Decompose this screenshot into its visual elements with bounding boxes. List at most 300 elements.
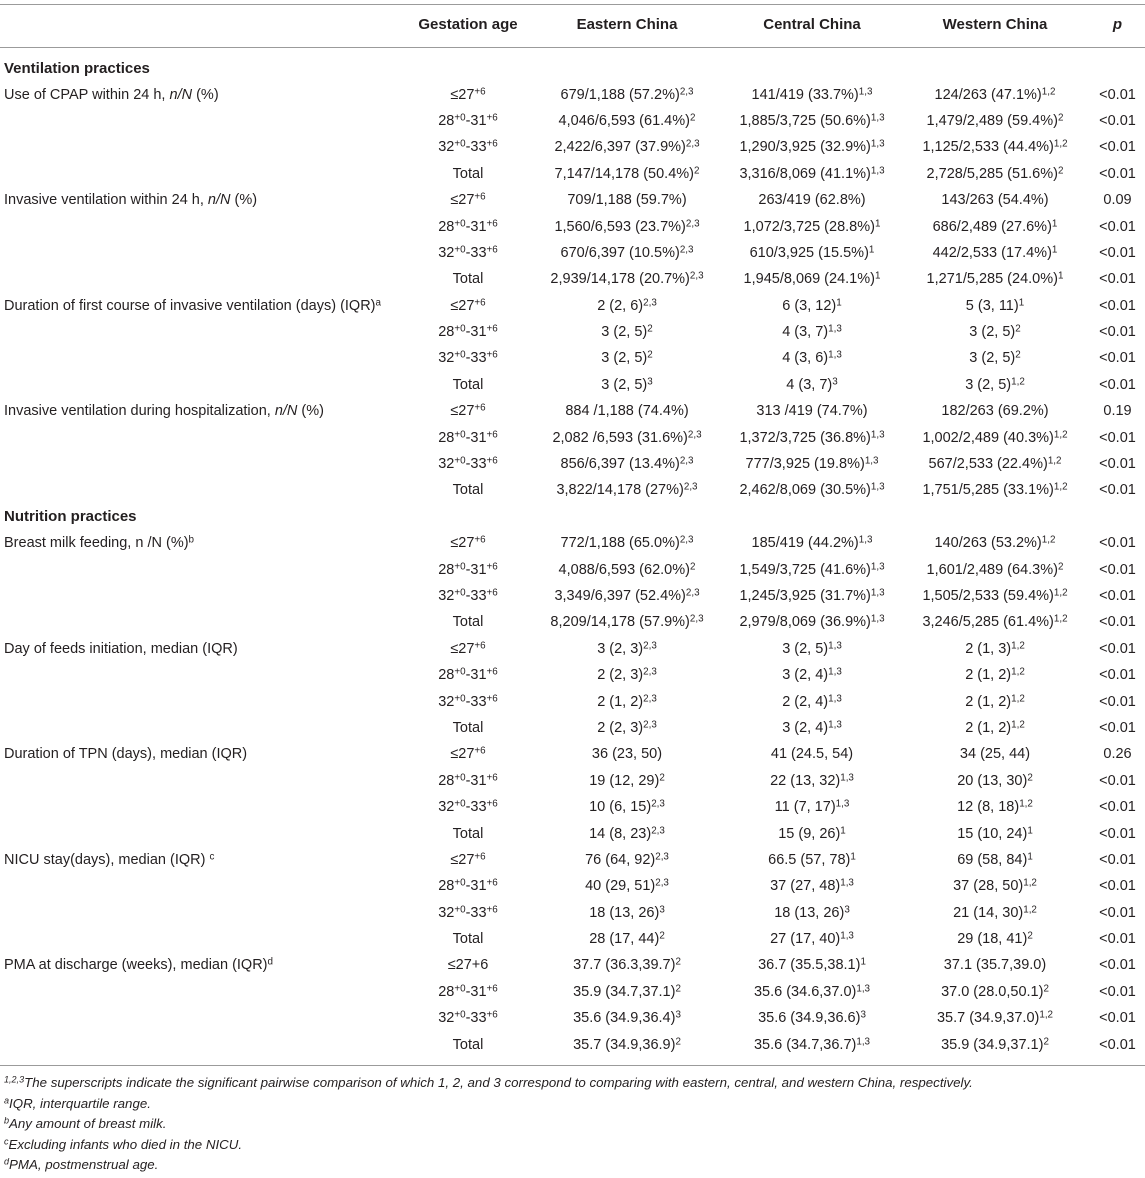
- eastern-china-cell: [536, 456, 718, 472]
- table-row: [0, 688, 1145, 714]
- table-row: [0, 662, 1145, 688]
- table-row: [0, 768, 1145, 794]
- gestation-days-superscript: +6: [486, 772, 498, 784]
- significance-superscript: 1: [1027, 824, 1033, 836]
- central-china-cell: [718, 667, 906, 683]
- central-china-cell: [718, 931, 906, 947]
- significance-superscript: 1: [1018, 296, 1025, 308]
- eastern-china-cell: [536, 430, 718, 446]
- p-value-cell: <0.01: [1099, 1010, 1136, 1027]
- eastern-china-cell: [536, 324, 718, 340]
- significance-superscript: 1: [840, 824, 846, 836]
- central-china-cell: [718, 878, 906, 894]
- significance-superscript: 2,3: [643, 296, 657, 308]
- eastern-china-value: 856/6,397 (13.4%): [560, 456, 680, 473]
- central-china-value: 1,885/3,725 (50.6%): [739, 112, 871, 129]
- measure-label: [0, 535, 400, 551]
- significance-superscript: 1,2: [1011, 719, 1025, 731]
- measure-label-text: (%): [230, 192, 258, 209]
- eastern-china-cell: [536, 799, 718, 815]
- eastern-china-value: 2 (2, 3): [597, 719, 644, 736]
- central-china-cell: [718, 245, 906, 261]
- central-china-value: 35.6 (34.6,37.0): [753, 983, 857, 1000]
- western-china-value: 1,479/2,489 (59.4%): [926, 112, 1058, 129]
- gestation-weeks-text: 32: [438, 456, 455, 473]
- significance-superscript: 1,2: [1053, 587, 1068, 599]
- western-china-value: 1,125/2,533 (44.4%): [922, 139, 1054, 156]
- significance-superscript: 2: [1015, 349, 1021, 361]
- western-china-value: 20 (13, 30): [957, 772, 1028, 789]
- p-value-cell: <0.01: [1099, 561, 1136, 578]
- measure-label-text: Duration of first course of invasive ventilation (days) (IQR): [4, 297, 376, 314]
- measure-label: [0, 192, 400, 208]
- central-china-cell: [718, 324, 906, 340]
- significance-superscript: 2: [693, 165, 700, 177]
- central-china-cell: [718, 1037, 906, 1053]
- central-china-cell: [718, 694, 906, 710]
- central-china-cell: [718, 984, 906, 1000]
- significance-superscript: 2,3: [651, 824, 665, 836]
- eastern-china-value: 3,822/14,178 (27%): [556, 482, 684, 499]
- eastern-china-value: 4,046/6,593 (61.4%): [558, 112, 690, 129]
- significance-superscript: 1,3: [858, 85, 873, 97]
- central-china-cell: [718, 641, 906, 657]
- eastern-china-cell: [536, 562, 718, 578]
- header-eastern-china: Eastern China: [576, 15, 678, 33]
- table-row: [0, 820, 1145, 846]
- significance-superscript: 1,3: [856, 983, 871, 995]
- footnote: [4, 1073, 1142, 1094]
- gestation-days-superscript: +0: [454, 877, 466, 889]
- gestation-weeks-text: ≤27: [450, 746, 475, 763]
- significance-superscript: 3: [659, 903, 665, 915]
- significance-superscript: 2: [1015, 323, 1021, 335]
- p-value-cell: <0.01: [1099, 86, 1136, 103]
- eastern-china-cell: [536, 192, 718, 208]
- significance-superscript: 2,3: [643, 692, 657, 704]
- gestation-weeks-text: -33: [465, 244, 487, 261]
- measure-label-text: Invasive ventilation during hospitalization,: [4, 403, 275, 420]
- eastern-china-value: 14 (8, 23): [589, 825, 652, 842]
- significance-superscript: 2,3: [679, 244, 694, 256]
- gestation-age-cell: [400, 482, 536, 498]
- p-value-cell: <0.01: [1099, 851, 1136, 868]
- western-china-cell: [906, 87, 1084, 103]
- central-china-cell: [718, 166, 906, 182]
- central-china-cell: [718, 219, 906, 235]
- p-value-cell: <0.01: [1099, 719, 1136, 736]
- western-china-cell: [906, 931, 1084, 947]
- eastern-china-value: 36 (23, 50): [591, 746, 663, 763]
- gestation-weeks-text: ≤27: [450, 535, 475, 552]
- gestation-age-cell: [400, 139, 536, 155]
- eastern-china-cell: [536, 482, 718, 498]
- table-row: [0, 293, 1145, 319]
- p-value-cell: <0.01: [1099, 112, 1136, 129]
- gestation-days-superscript: +0: [454, 903, 466, 915]
- central-china-cell: [718, 403, 906, 419]
- eastern-china-value: 10 (6, 15): [589, 799, 652, 816]
- central-china-value: 1,245/3,925 (31.7%): [739, 588, 871, 604]
- eastern-china-value: 670/6,397 (10.5%): [560, 244, 680, 261]
- gestation-days-superscript: +0: [454, 1009, 466, 1021]
- significance-superscript: 1: [868, 244, 875, 256]
- gestation-age-cell: [400, 667, 536, 683]
- table-row: [0, 319, 1145, 345]
- significance-superscript: 1,3: [840, 877, 854, 889]
- significance-superscript: 2,3: [687, 428, 702, 440]
- significance-superscript: 1,3: [858, 534, 873, 546]
- significance-superscript: 1: [1051, 217, 1058, 229]
- central-china-value: 2,462/8,069 (30.5%): [739, 482, 871, 499]
- table-row: [0, 741, 1145, 767]
- central-china-cell: [718, 614, 906, 630]
- significance-superscript: 2: [659, 930, 665, 942]
- gestation-weeks-text: -31: [465, 218, 487, 235]
- western-china-value: 5 (3, 11): [965, 297, 1019, 314]
- significance-superscript: 2: [1057, 112, 1064, 124]
- significance-superscript: 1: [1027, 851, 1033, 863]
- central-china-value: 22 (13, 32): [770, 772, 841, 789]
- western-china-value: 15 (10, 24): [957, 825, 1028, 842]
- eastern-china-cell: [536, 614, 718, 630]
- significance-superscript: 2: [675, 1035, 681, 1047]
- significance-superscript: 2,3: [643, 666, 657, 678]
- footnote-marker: d: [267, 956, 273, 968]
- gestation-age-cell: [400, 403, 536, 419]
- gestation-weeks-text: 32: [438, 139, 455, 156]
- western-china-cell: [906, 641, 1084, 657]
- eastern-china-cell: [536, 245, 718, 261]
- western-china-value: 567/2,533 (22.4%): [928, 456, 1048, 473]
- significance-superscript: 3: [844, 903, 850, 915]
- central-china-value: 4 (3, 7): [782, 324, 829, 341]
- gestation-days-superscript: +0: [454, 587, 466, 599]
- significance-superscript: 1,3: [870, 587, 885, 599]
- table-row: [0, 979, 1145, 1005]
- significance-superscript: 1,3: [828, 323, 842, 335]
- p-value-cell: <0.01: [1099, 482, 1136, 499]
- significance-superscript: 3: [860, 1009, 866, 1021]
- table-body: [0, 48, 1145, 1066]
- significance-superscript: 1: [860, 956, 866, 968]
- significance-superscript: 1,3: [828, 349, 842, 361]
- p-value-cell: <0.01: [1099, 218, 1136, 235]
- table-row: [0, 213, 1145, 239]
- eastern-china-cell: [536, 957, 718, 973]
- central-china-cell: [718, 535, 906, 551]
- central-china-cell: [718, 139, 906, 155]
- significance-superscript: 1,2: [1011, 666, 1025, 678]
- gestation-weeks-text: -33: [465, 1010, 487, 1027]
- significance-superscript: 2: [659, 772, 665, 784]
- significance-superscript: 2,3: [685, 138, 700, 150]
- table-row: [0, 134, 1145, 160]
- gestation-days-superscript: +6: [486, 112, 498, 124]
- p-value-cell: 0.26: [1103, 746, 1132, 763]
- gestation-days-superscript: +6: [474, 402, 486, 414]
- gestation-age-cell: [400, 192, 536, 208]
- central-china-value: 2 (2, 4): [782, 693, 829, 710]
- gestation-weeks-text: ≤27: [450, 86, 475, 103]
- measure-label-text: (%): [297, 403, 324, 420]
- central-china-cell: [718, 799, 906, 815]
- western-china-cell: [906, 482, 1084, 498]
- central-china-cell: [718, 456, 906, 472]
- gestation-days-superscript: +0: [454, 349, 466, 361]
- significance-superscript: 1,3: [828, 719, 842, 731]
- western-china-cell: [906, 219, 1084, 235]
- measure-label: [0, 957, 400, 973]
- significance-superscript: 2: [689, 112, 696, 124]
- eastern-china-cell: [536, 377, 718, 393]
- p-value-cell: <0.01: [1099, 139, 1136, 156]
- table-row: [0, 266, 1145, 292]
- western-china-cell: [906, 667, 1084, 683]
- eastern-china-value: 7,147/14,178 (50.4%): [554, 165, 694, 182]
- western-china-value: 686/2,489 (27.6%): [932, 218, 1052, 235]
- table-row: [0, 583, 1145, 609]
- western-china-value: 37.1 (35.7,39.0): [943, 957, 1047, 974]
- central-china-cell: [718, 192, 906, 208]
- footnote-marker: c: [209, 851, 215, 863]
- eastern-china-cell: [536, 535, 718, 551]
- gestation-days-superscript: +6: [486, 587, 498, 599]
- gestation-days-superscript: +6: [486, 349, 498, 361]
- western-china-value: 2 (1, 3): [965, 640, 1012, 657]
- measure-label: [0, 746, 400, 762]
- central-china-value: 35.6 (34.7,36.7): [753, 1036, 857, 1053]
- central-china-value: 1,945/8,069 (24.1%): [743, 271, 875, 288]
- measure-label-text: Breast milk feeding, n /N (%): [4, 535, 189, 552]
- gestation-weeks-text: -31: [465, 772, 487, 789]
- gestation-weeks-text: 28: [438, 324, 455, 341]
- gestation-age-cell: [400, 746, 536, 762]
- table-row: [0, 187, 1145, 213]
- measure-label-text: (%): [192, 86, 219, 103]
- western-china-value: 3,246/5,285 (61.4%): [922, 614, 1054, 631]
- gestation-weeks-text: 28: [438, 429, 455, 446]
- western-china-cell: [906, 773, 1084, 789]
- measure-label-italic: n/N: [169, 86, 193, 103]
- header-p-value: [1084, 16, 1145, 33]
- eastern-china-cell: [536, 350, 718, 366]
- p-value-cell: <0.01: [1099, 640, 1136, 657]
- gestation-weeks-text: 28: [438, 218, 455, 235]
- significance-superscript: 1: [874, 270, 881, 282]
- gestation-weeks-text: Total: [452, 931, 484, 948]
- central-china-cell: [718, 746, 906, 762]
- gestation-age-cell: [400, 905, 536, 921]
- significance-superscript: 1,3: [870, 481, 885, 493]
- significance-superscript: 1,3: [870, 138, 885, 150]
- central-china-cell: [718, 350, 906, 366]
- gestation-age-cell: [400, 166, 536, 182]
- eastern-china-value: 2,422/6,397 (37.9%): [554, 139, 686, 156]
- significance-superscript: 2: [675, 983, 681, 995]
- table-row: [0, 108, 1145, 134]
- significance-superscript: 1,2: [1019, 798, 1033, 810]
- significance-superscript: 2,3: [685, 587, 700, 599]
- eastern-china-cell: [536, 1010, 718, 1026]
- gestation-weeks-text: -33: [465, 904, 487, 921]
- central-china-cell: [718, 773, 906, 789]
- western-china-cell: [906, 350, 1084, 366]
- gestation-age-cell: [400, 219, 536, 235]
- gestation-weeks-text: Total: [452, 165, 484, 182]
- p-value-cell: <0.01: [1099, 825, 1136, 842]
- gestation-weeks-text: -31: [465, 112, 487, 129]
- table-row: [0, 398, 1145, 424]
- footnote-marker: b: [188, 534, 195, 546]
- significance-superscript: 2,3: [689, 270, 704, 282]
- central-china-cell: [718, 298, 906, 314]
- table-row: [0, 847, 1145, 873]
- eastern-china-value: 3 (2, 5): [601, 324, 648, 341]
- western-china-cell: [906, 957, 1084, 973]
- significance-superscript: 2: [1043, 983, 1049, 995]
- p-value-cell: <0.01: [1099, 588, 1136, 604]
- significance-superscript: 2,3: [685, 217, 700, 229]
- p-value-cell: <0.01: [1099, 1036, 1136, 1053]
- measure-label-text: NICU stay(days), median (IQR): [4, 851, 210, 868]
- table-row: [0, 794, 1145, 820]
- central-china-cell: [718, 271, 906, 287]
- gestation-days-superscript: +0: [454, 455, 466, 467]
- western-china-value: 1,751/5,285 (33.1%): [922, 482, 1054, 499]
- eastern-china-cell: [536, 641, 718, 657]
- eastern-china-cell: [536, 139, 718, 155]
- gestation-days-superscript: +6: [474, 851, 486, 863]
- table-footnotes: [4, 1073, 1142, 1176]
- significance-superscript: 2: [647, 323, 653, 335]
- significance-superscript: 2: [1027, 930, 1033, 942]
- p-value-cell: 0.19: [1103, 403, 1132, 420]
- western-china-value: 2,728/5,285 (51.6%): [926, 165, 1058, 182]
- western-china-cell: [906, 192, 1084, 208]
- central-china-value: 66.5 (57, 78): [768, 851, 851, 868]
- central-china-value: 1,072/3,725 (28.8%): [743, 218, 875, 235]
- central-china-value: 777/3,925 (19.8%): [745, 456, 865, 473]
- gestation-age-cell: [400, 931, 536, 947]
- gestation-weeks-text: -31: [465, 561, 487, 578]
- significance-superscript: 2,3: [679, 455, 694, 467]
- eastern-china-value: 35.9 (34.7,37.1): [573, 983, 676, 1000]
- gestation-weeks-text: Total: [452, 825, 484, 842]
- significance-superscript: 2,3: [643, 640, 657, 652]
- significance-superscript: 1: [1057, 270, 1064, 282]
- table-row: [0, 530, 1145, 556]
- western-china-value: 69 (58, 84): [957, 851, 1028, 868]
- gestation-days-superscript: +0: [454, 428, 466, 440]
- significance-superscript: 1,2: [1011, 376, 1025, 388]
- significance-superscript: 2,3: [679, 534, 694, 546]
- significance-superscript: 2,3: [679, 85, 694, 97]
- significance-superscript: 1,3: [870, 112, 885, 124]
- central-china-value: 185/419 (44.2%): [751, 535, 859, 552]
- gestation-age-cell: [400, 957, 536, 973]
- western-china-value: 2 (1, 2): [965, 693, 1012, 710]
- western-china-value: 1,002/2,489 (40.3%): [922, 429, 1054, 446]
- p-value-cell: <0.01: [1099, 983, 1136, 1000]
- section-title: Nutrition practices: [4, 508, 137, 526]
- central-china-value: 35.6 (34.9,36.6): [758, 1010, 861, 1027]
- gestation-days-superscript: +6: [486, 1009, 498, 1021]
- western-china-cell: [906, 694, 1084, 710]
- central-china-value: 41 (24.5, 54): [770, 746, 854, 763]
- table-row: [0, 952, 1145, 978]
- significance-superscript: 2: [647, 349, 653, 361]
- footnote-marker: d: [4, 1156, 10, 1167]
- eastern-china-value: 709/1,188 (59.7%): [567, 192, 687, 209]
- eastern-china-cell: [536, 113, 718, 129]
- gestation-age-cell: [400, 641, 536, 657]
- central-china-value: 1,290/3,925 (32.9%): [739, 139, 871, 156]
- gestation-age-cell: [400, 773, 536, 789]
- central-china-value: 1,549/3,725 (41.6%): [739, 561, 871, 578]
- gestation-weeks-text: Total: [452, 719, 484, 736]
- significance-superscript: 3: [675, 1009, 681, 1021]
- eastern-china-value: 3 (2, 5): [601, 350, 648, 367]
- eastern-china-cell: [536, 720, 718, 736]
- eastern-china-value: 2,082 /6,593 (31.6%): [552, 429, 688, 446]
- measure-label-text: Invasive ventilation within 24 h,: [4, 192, 208, 209]
- eastern-china-value: 2 (2, 6): [597, 297, 644, 314]
- gestation-days-superscript: +0: [454, 244, 466, 256]
- gestation-days-superscript: +6: [486, 138, 498, 150]
- eastern-china-value: 3 (2, 5): [601, 376, 648, 393]
- gestation-age-cell: [400, 694, 536, 710]
- measure-label-text: Use of CPAP within 24 h,: [4, 86, 170, 103]
- western-china-value: 3 (2, 5): [969, 350, 1016, 367]
- footnote: [4, 1094, 1142, 1115]
- gestation-weeks-text: 28: [438, 878, 455, 895]
- eastern-china-cell: [536, 746, 718, 762]
- eastern-china-value: 18 (13, 26): [589, 904, 660, 921]
- header-western-china: Western China: [942, 15, 1048, 33]
- gestation-age-cell: [400, 878, 536, 894]
- p-value-cell: <0.01: [1099, 667, 1136, 684]
- gestation-weeks-text: Total: [452, 482, 484, 499]
- eastern-china-value: 8,209/14,178 (57.9%): [550, 614, 690, 631]
- central-china-value: 263/419 (62.8%): [758, 192, 866, 209]
- western-china-value: 3 (2, 5): [969, 324, 1016, 341]
- western-china-value: 21 (14, 30): [953, 904, 1024, 921]
- table-row: [0, 240, 1145, 266]
- western-china-value: 1,271/5,285 (24.0%): [926, 271, 1058, 288]
- significance-superscript: 2: [675, 956, 681, 968]
- western-china-cell: [906, 139, 1084, 155]
- western-china-cell: [906, 826, 1084, 842]
- p-value-cell: <0.01: [1099, 244, 1136, 261]
- gestation-weeks-text: ≤27: [450, 403, 475, 420]
- gestation-weeks-text: -31: [465, 983, 487, 1000]
- p-value-cell: <0.01: [1099, 799, 1136, 816]
- significance-superscript: 1,2: [1053, 428, 1068, 440]
- footnote: [4, 1155, 1142, 1176]
- gestation-days-superscript: +6: [474, 296, 486, 308]
- western-china-value: 37 (28, 50): [953, 878, 1024, 895]
- gestation-days-superscript: +6: [474, 640, 486, 652]
- central-china-value: 313 /419 (74.7%): [756, 403, 868, 420]
- significance-superscript: 1: [874, 217, 881, 229]
- p-value-cell: <0.01: [1099, 535, 1136, 552]
- significance-superscript: 2,3: [655, 851, 669, 863]
- central-china-value: 3 (2, 4): [782, 719, 829, 736]
- significance-superscript: 1,2: [1023, 903, 1037, 915]
- gestation-days-superscript: +6: [486, 217, 498, 229]
- significance-superscript: 1,2: [1039, 1009, 1054, 1021]
